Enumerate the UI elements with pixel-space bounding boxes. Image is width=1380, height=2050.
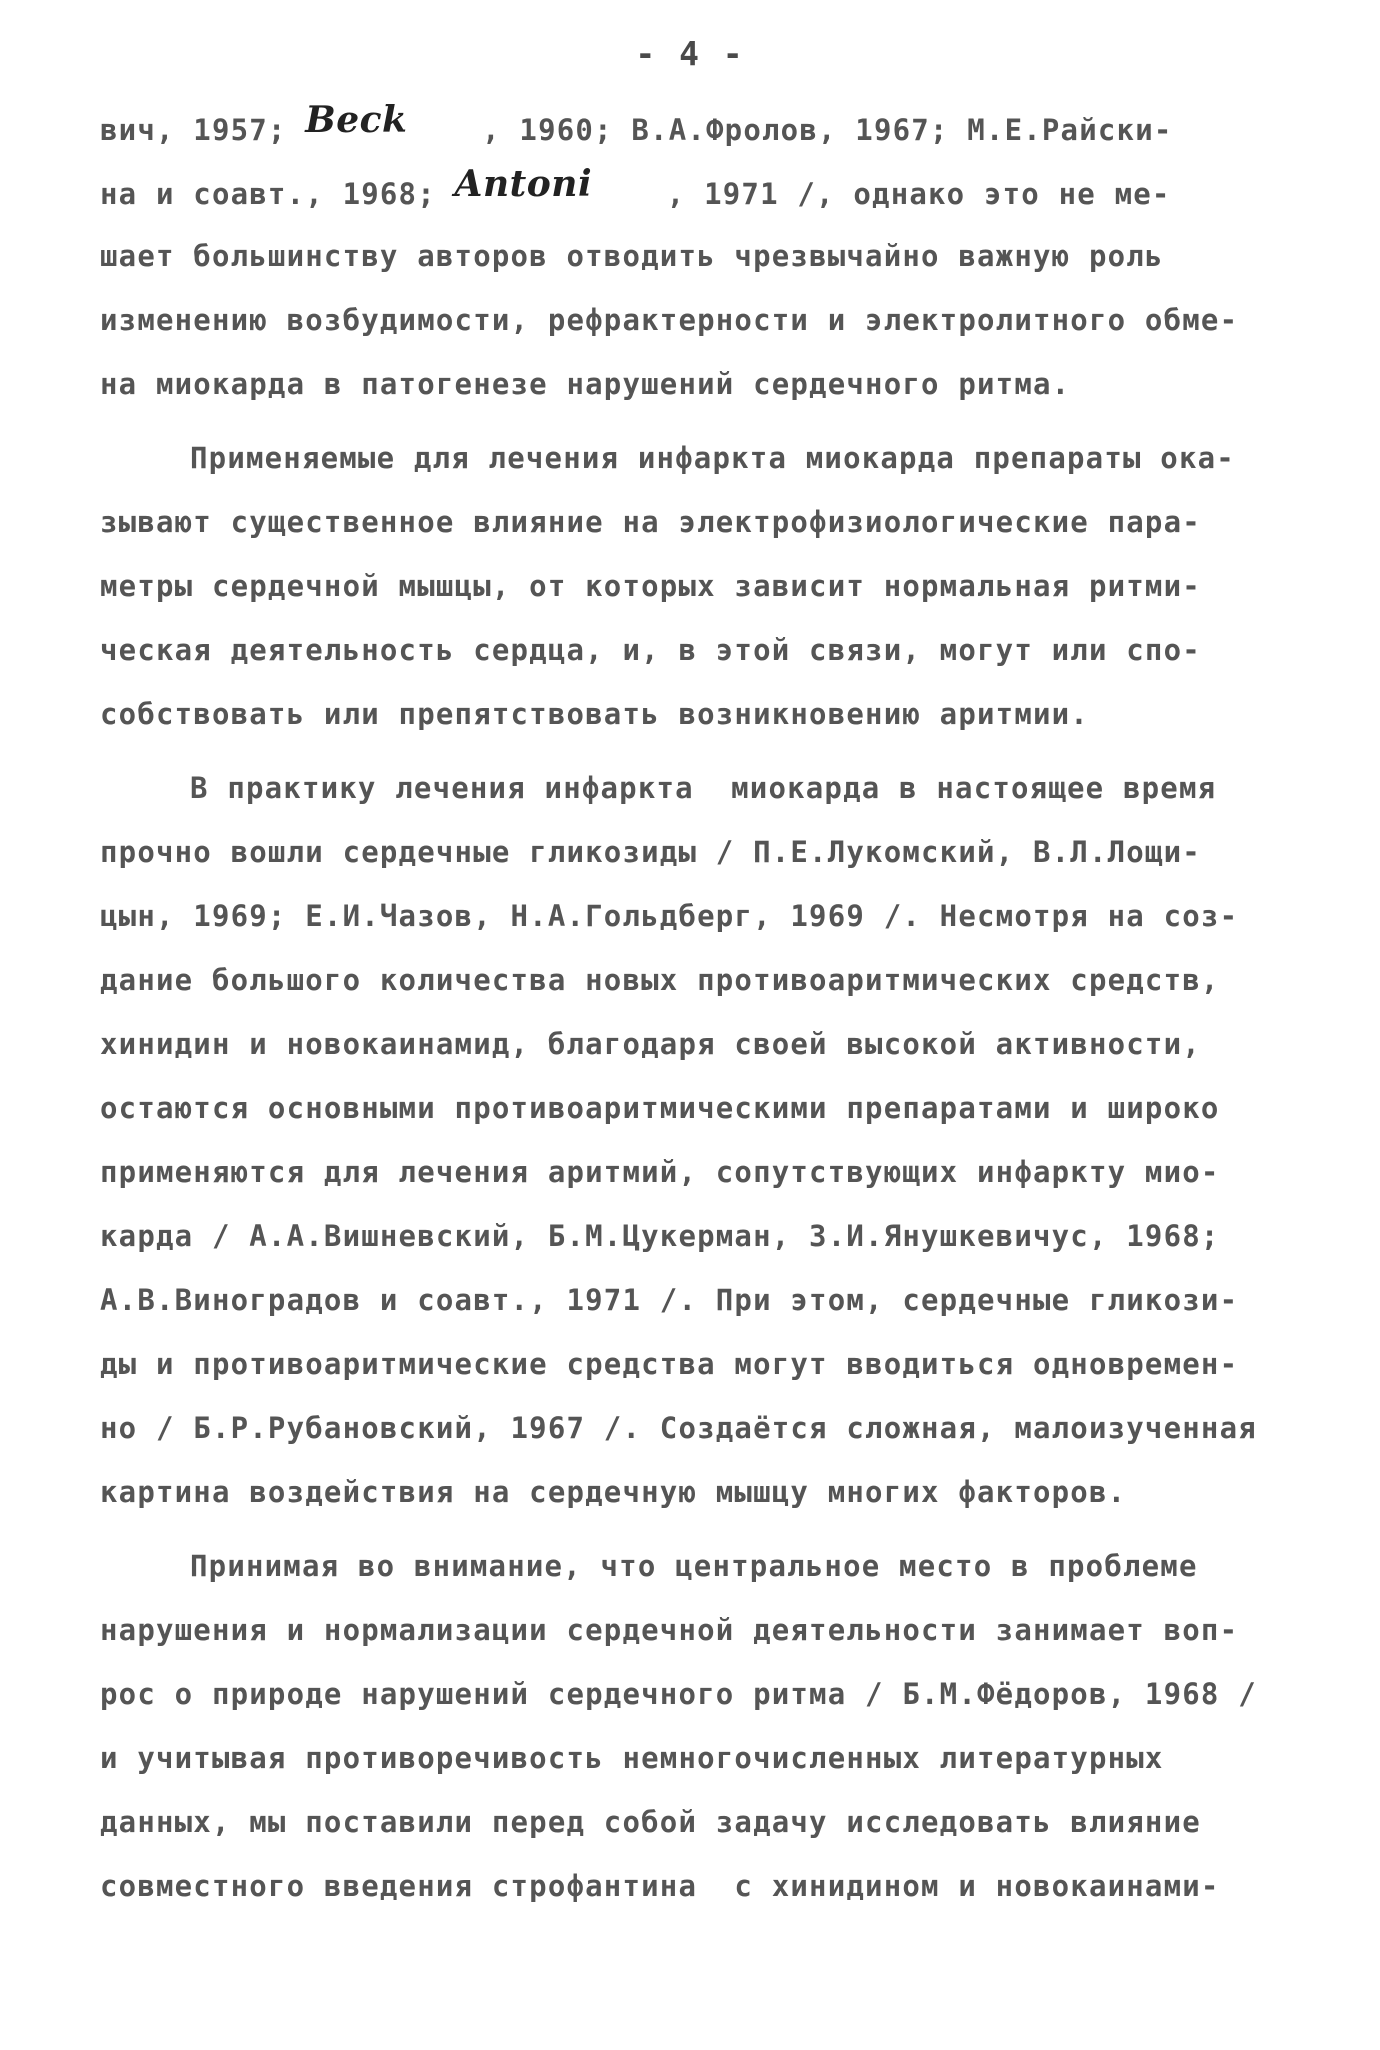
paragraph <box>100 1534 1300 1918</box>
text-line <box>100 96 1300 160</box>
text-line: шает большинству авторов отводить чрезвычайно важную роль <box>100 239 1164 273</box>
text-line: В практику лечения инфаркта миокарда в настоящее время <box>190 771 1217 805</box>
text-line: Принимая во внимание, что центральное место в проблеме <box>190 1549 1198 1583</box>
text-line: рос о природе нарушений сердечного ритма / Б.М.Фёдоров, 1968 / <box>100 1677 1257 1711</box>
handwritten-name: Beck <box>305 99 408 141</box>
text-line: дание большого количества новых противоаритмических средств, <box>100 963 1220 997</box>
text-line: ды и противоаритмические средства могут вводиться одновремен- <box>100 1347 1239 1381</box>
text-line: зывают существенное влияние на электрофизиологические пара- <box>100 505 1201 539</box>
page-number: - 4 - <box>635 34 745 73</box>
text-line: совместного введения строфантина с хинидином и новокаинами- <box>100 1869 1220 1903</box>
text-segment: , 1960; В.А.Фролов, 1967; М.Е.Райски- <box>407 113 1173 147</box>
body-text <box>100 96 1300 1918</box>
text-line: остаются основными противоаритмическими препаратами и широко <box>100 1091 1220 1125</box>
text-line: А.В.Виноградов и соавт., 1971 /. При этом, сердечные гликози- <box>100 1283 1239 1317</box>
text-line: Применяемые для лечения инфаркта миокарда препараты ока- <box>190 441 1235 475</box>
handwritten-name: Antoni <box>454 163 593 205</box>
text-line: метры сердечной мышцы, от которых зависит нормальная ритми- <box>100 569 1201 603</box>
text-line: карда / А.А.Вишневский, Б.М.Цукерман, З.И.Янушкевичус, 1968; <box>100 1219 1220 1253</box>
text-line: нарушения и нормализации сердечной деятельности занимает воп- <box>100 1613 1239 1647</box>
text-line: на миокарда в патогенезе нарушений сердечного ритма. <box>100 367 1071 401</box>
text-line: но / Б.Р.Рубановский, 1967 /. Создаётся сложная, малоизученная <box>100 1411 1257 1445</box>
text-line: собствовать или препятствовать возникновению аритмии. <box>100 697 1089 731</box>
text-line: цын, 1969; Е.И.Чазов, Н.А.Гольдберг, 1969 /. Несмотря на соз- <box>100 899 1239 933</box>
text-line: прочно вошли сердечные гликозиды / П.Е.Лукомский, В.Л.Лощи- <box>100 835 1201 869</box>
text-line: ческая деятельность сердца, и, в этой связи, могут или спо- <box>100 633 1201 667</box>
text-line: применяются для лечения аритмий, сопутствующих инфаркту мио- <box>100 1155 1220 1189</box>
text-line: картина воздействия на сердечную мышцу многих факторов. <box>100 1475 1127 1509</box>
text-line: хинидин и новокаинамид, благодаря своей высокой активности, <box>100 1027 1201 1061</box>
paragraph <box>100 426 1300 746</box>
text-line: данных, мы поставили перед собой задачу исследовать влияние <box>100 1805 1201 1839</box>
text-segment: , 1971 /, однако это не ме- <box>592 177 1171 211</box>
paragraph <box>100 756 1300 1524</box>
text-line: изменению возбудимости, рефрактерности и электролитного обме- <box>100 303 1239 337</box>
text-line: и учитывая противоречивость немногочисленных литературных <box>100 1741 1164 1775</box>
text-segment: вич, 1957; <box>100 113 306 147</box>
text-segment: на и соавт., 1968; <box>100 177 455 211</box>
text-line <box>100 160 1300 224</box>
paragraph <box>100 96 1300 416</box>
